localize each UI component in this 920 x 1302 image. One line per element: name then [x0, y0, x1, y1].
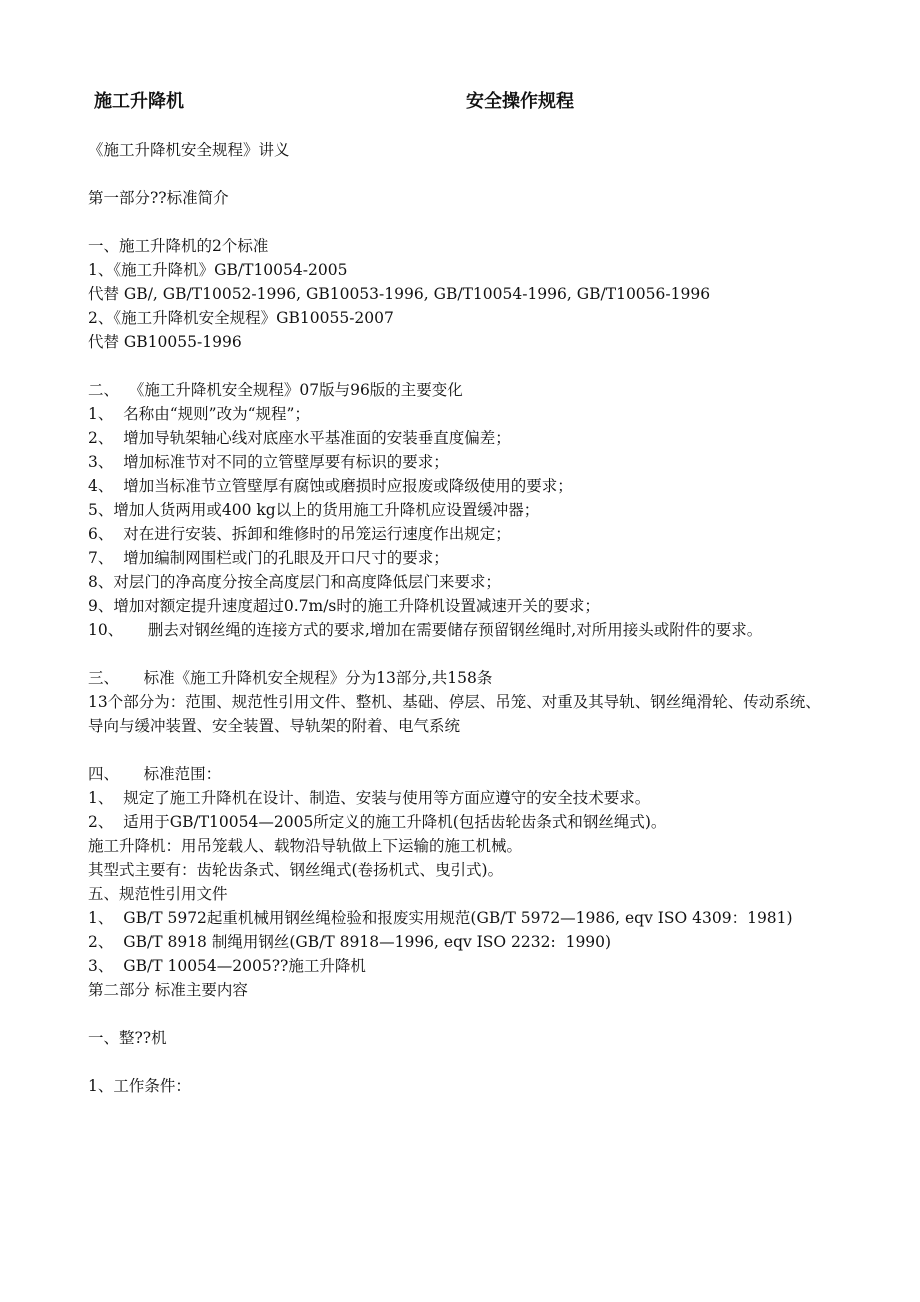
change-item: 3、 增加标准节对不同的立管壁厚要有标识的要求； — [88, 453, 449, 471]
doc-title-left: 施工升降机 — [94, 91, 184, 112]
part-one-heading: 第一部分??标准简介 — [88, 189, 229, 207]
section-2-heading: 二、 《施工升降机安全规程》07版与96版的主要变化 — [88, 381, 463, 399]
change-item: 9、增加对额定提升速度超过0.7m/s时的施工升降机设置减速开关的要求； — [88, 597, 600, 615]
section-3-body: 13个部分为：范围、规范性引用文件、整机、基础、停层、吊笼、对重及其导轨、钢丝绳滑轮、传动系统、导向与缓冲装置、安全装置、导轨架的附着、电气系统 — [88, 693, 821, 735]
reference-item: 1、 GB/T 5972起重机械用钢丝绳检验和报废实用规范(GB/T 5972—1986, eqv ISO 4309：1981) — [88, 909, 793, 927]
section-4-heading: 四、 标准范围： — [88, 765, 222, 783]
change-item: 1、 名称由“规则”改为“规程”； — [88, 405, 310, 423]
part-two-heading: 第二部分 标准主要内容 — [88, 981, 248, 999]
section-5-heading: 五、规范性引用文件 — [88, 885, 228, 903]
change-item: 4、 增加当标准节立管壁厚有腐蚀或磨损时应报废或降级使用的要求； — [88, 477, 573, 495]
change-item: 7、 增加编制网围栏或门的孔眼及开口尺寸的要求； — [88, 549, 449, 567]
document-body — [88, 138, 828, 1098]
change-item: 6、 对在进行安装、拆卸和维修时的吊笼运行速度作出规定； — [88, 525, 511, 543]
section-4-line: 其型式主要有：齿轮齿条式、钢丝绳式(卷扬机式、曳引式)。 — [88, 861, 504, 879]
work-conditions-heading: 1、工作条件： — [88, 1077, 191, 1095]
part-two-section-1-heading: 一、整??机 — [88, 1029, 167, 1047]
section-4-line: 施工升降机：用吊笼载人、载物沿导轨做上下运输的施工机械。 — [88, 837, 523, 855]
section-1-line: 2、《施工升降机安全规程》GB10055-2007 — [88, 309, 394, 327]
doc-subtitle: 《施工升降机安全规程》讲义 — [88, 141, 290, 159]
section-1-line: 代替 GB/, GB/T10052-1996, GB10053-1996, GB/T10054-1996, GB/T10056-1996 — [88, 285, 711, 303]
section-4-line: 1、 规定了施工升降机在设计、制造、安装与使用等方面应遵守的安全技术要求。 — [88, 789, 651, 807]
section-1-line: 1、《施工升降机》GB/T10054-2005 — [88, 261, 348, 279]
doc-title-right: 安全操作规程 — [466, 91, 574, 112]
section-4-line: 2、 适用于GB/T10054—2005所定义的施工升降机(包括齿轮齿条式和钢丝绳式)。 — [88, 813, 667, 831]
change-item: 5、增加人货两用或400 kg以上的货用施工升降机应设置缓冲器； — [88, 501, 540, 519]
change-item: 8、对层门的净高度分按全高度层门和高度降低层门来要求； — [88, 573, 501, 591]
section-1-line: 代替 GB10055-1996 — [88, 333, 242, 351]
reference-item: 2、 GB/T 8918 制绳用钢丝(GB/T 8918—1996, eqv ISO 2232: 1990) — [88, 933, 612, 951]
change-item: 10、 删去对钢丝绳的连接方式的要求,增加在需要储存预留钢丝绳时,对所用接头或附件的要求。 — [88, 621, 763, 639]
reference-item: 3、 GB/T 10054—2005??施工升降机 — [88, 957, 366, 975]
section-3-heading: 三、 标准《施工升降机安全规程》分为13部分,共158条 — [88, 669, 493, 687]
section-1-heading: 一、施工升降机的2个标准 — [88, 237, 269, 255]
change-item: 2、 增加导轨架轴心线对底座水平基准面的安装垂直度偏差； — [88, 429, 511, 447]
